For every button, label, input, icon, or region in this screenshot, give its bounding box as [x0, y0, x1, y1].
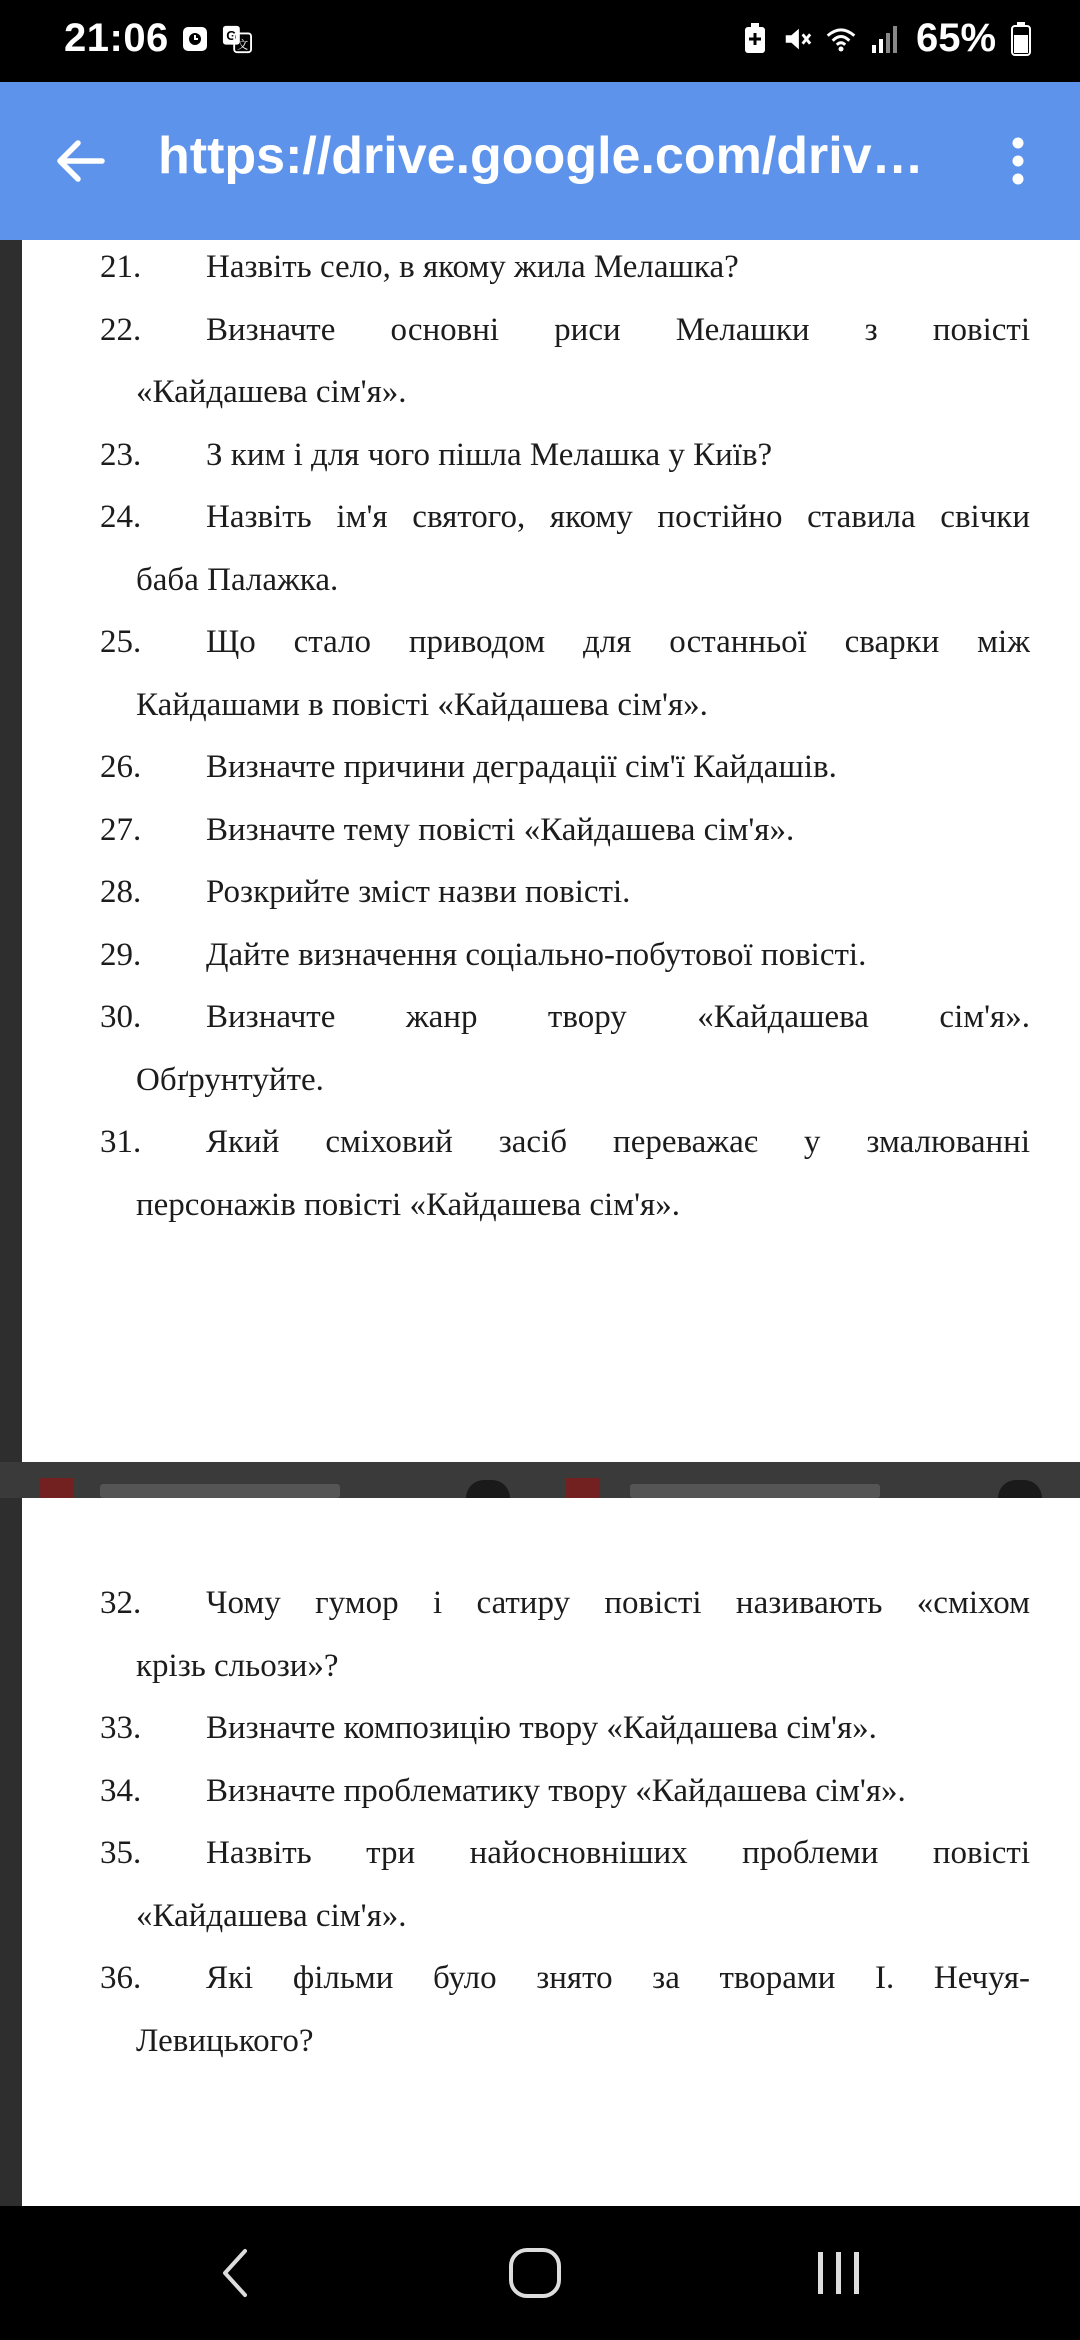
question-text-continued: Обґрунтуйте.	[136, 1061, 324, 1098]
file-thumbnail-icon	[40, 1478, 74, 1498]
question-number: 32.	[100, 1585, 142, 1621]
question-number: 23.	[100, 436, 142, 473]
question-item	[100, 299, 1030, 424]
question-item	[100, 486, 1030, 611]
back-nav-button[interactable]	[200, 2238, 270, 2308]
recents-nav-button[interactable]	[804, 2238, 874, 2308]
app-bar	[0, 82, 1080, 240]
more-vert-icon	[1011, 137, 1025, 185]
question-text: Визначте основні риси Мелашки з повісті	[206, 311, 1030, 348]
question-text: Визначте тему повісті «Кайдашева сім'я».	[206, 811, 795, 848]
battery-percent: 65%	[916, 16, 997, 60]
question-item	[100, 986, 1030, 1111]
question-item	[100, 1947, 1030, 2072]
mute-icon	[782, 22, 812, 56]
back-nav-icon	[217, 2245, 253, 2301]
translate-icon	[222, 22, 252, 56]
question-text: Назвіть село, в якому жила Мелашка?	[206, 249, 739, 285]
question-number: 29.	[100, 936, 142, 973]
signal-icon	[870, 22, 900, 56]
question-item	[100, 1822, 1030, 1947]
question-text: Визначте причини деградації сім'ї Кайдашів.	[206, 749, 837, 785]
home-nav-button[interactable]	[500, 2238, 570, 2308]
question-item	[100, 1760, 1030, 1823]
file-name-placeholder	[100, 1484, 340, 1498]
question-item	[100, 799, 1030, 862]
overflow-menu-button[interactable]	[990, 128, 1046, 194]
question-number: 24.	[100, 499, 142, 535]
svg-text:文: 文	[236, 39, 249, 52]
question-text-continued: персонажів повісті «Кайдашева сім'я».	[136, 1186, 680, 1223]
question-item	[100, 1697, 1030, 1760]
question-text: Назвіть три найосновніших проблеми повісті	[206, 1835, 1030, 1871]
back-arrow-icon	[56, 139, 106, 183]
question-number: 30.	[100, 999, 142, 1035]
status-time: 21:06	[64, 16, 169, 60]
document-viewer[interactable]	[0, 240, 1080, 2206]
home-nav-icon	[505, 2245, 565, 2301]
question-text-continued: крізь сльози»?	[136, 1647, 339, 1684]
question-text: Який сміховий засіб переважає у змалюванні	[206, 1124, 1030, 1160]
question-text: Визначте жанр твору «Кайдашева сім'я».	[206, 999, 1030, 1035]
svg-text:G: G	[226, 27, 237, 43]
question-text: Визначте композицію твору «Кайдашева сім'я».	[206, 1710, 877, 1746]
question-number: 34.	[100, 1772, 142, 1809]
question-text: З ким і для чого пішла Мелашка у Київ?	[206, 436, 773, 473]
file-thumbnail-icon	[566, 1478, 600, 1498]
document-page	[22, 240, 1080, 1462]
question-number: 27.	[100, 811, 142, 848]
alarm-icon	[180, 22, 210, 56]
recents-nav-icon	[814, 2248, 864, 2298]
question-text: Чому гумор і сатиру повісті називають «сміхом	[206, 1585, 1030, 1621]
question-item	[100, 736, 1030, 799]
navigation-bar	[0, 2206, 1080, 2340]
battery-saver-icon	[740, 22, 770, 56]
question-number: 21.	[100, 249, 142, 285]
file-name-placeholder	[630, 1484, 880, 1498]
question-text-continued: «Кайдашева сім'я».	[136, 374, 407, 410]
question-text: Дайте визначення соціально-побутової повісті.	[206, 936, 867, 973]
question-text: Визначте проблематику твору «Кайдашева сім'я».	[206, 1772, 906, 1809]
question-number: 25.	[100, 624, 142, 660]
question-number: 28.	[100, 874, 142, 910]
question-text: Назвіть ім'я святого, якому постійно ставила свічки	[206, 499, 1030, 535]
question-number: 33.	[100, 1710, 142, 1746]
question-text: Які фільми було знято за творами І. Нечуя-	[206, 1960, 1030, 1996]
status-bar	[0, 0, 1080, 82]
url-title: https://drive.google.com/driv…	[158, 127, 924, 185]
question-text-continued: Кайдашами в повісті «Кайдашева сім'я».	[136, 686, 708, 723]
question-number: 35.	[100, 1835, 142, 1871]
question-item	[100, 1572, 1030, 1697]
back-arrow-button[interactable]	[48, 128, 114, 194]
wifi-icon	[826, 22, 856, 56]
question-number: 36.	[100, 1960, 142, 1996]
question-number: 26.	[100, 749, 142, 785]
document-page	[22, 1498, 1080, 2206]
question-item	[100, 861, 1030, 924]
question-number: 22.	[100, 311, 142, 348]
question-text-continued: баба Палажка.	[136, 561, 339, 598]
question-text: Розкрийте зміст назви повісті.	[206, 874, 631, 910]
battery-icon	[1006, 22, 1036, 56]
question-text: Що стало приводом для останньої сварки між	[206, 624, 1030, 660]
question-item	[100, 924, 1030, 987]
question-item	[100, 240, 1030, 299]
question-item	[100, 611, 1030, 736]
question-text-continued: «Кайдашева сім'я».	[136, 1897, 407, 1934]
question-text-continued: Левицького?	[136, 2022, 314, 2059]
question-number: 31.	[100, 1124, 142, 1160]
question-item	[100, 1111, 1030, 1236]
question-item	[100, 424, 1030, 487]
